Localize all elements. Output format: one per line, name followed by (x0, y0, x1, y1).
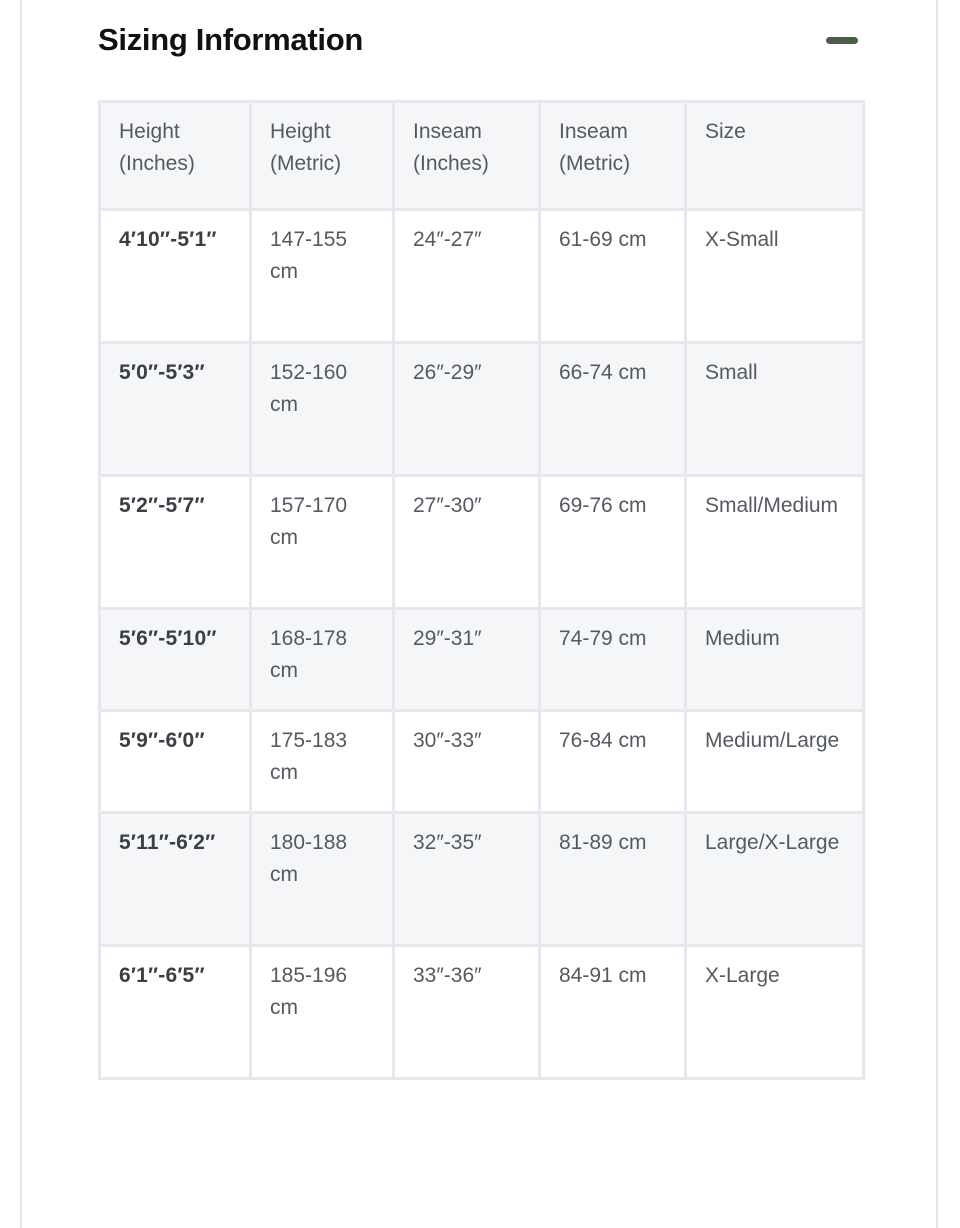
cell-height-inches: 4′10″-5′1″ (100, 210, 251, 343)
cell-size: Large/X-Large (686, 813, 864, 946)
cell-height-inches: 5′0″-5′3″ (100, 343, 251, 476)
cell-size: Small/Medium (686, 476, 864, 609)
cell-height-inches: 5′11″-6′2″ (100, 813, 251, 946)
table-row (100, 711, 864, 813)
cell-inseam-metric: 84-91 cm (540, 946, 686, 1079)
table-row (100, 210, 864, 343)
cell-inseam-inches: 32″-35″ (394, 813, 540, 946)
table-row (100, 946, 864, 1079)
cell-size: Medium/Large (686, 711, 864, 813)
cell-inseam-inches: 24″-27″ (394, 210, 540, 343)
cell-height-inches: 5′9″-6′0″ (100, 711, 251, 813)
header-inseam-inches: Inseam (Inches) (394, 102, 540, 210)
cell-height-inches: 5′2″-5′7″ (100, 476, 251, 609)
cell-height-metric: 180-188 cm (251, 813, 394, 946)
sizing-section-header[interactable] (98, 18, 862, 64)
cell-size: X-Small (686, 210, 864, 343)
cell-height-metric: 175-183 cm (251, 711, 394, 813)
cell-inseam-inches: 33″-36″ (394, 946, 540, 1079)
cell-inseam-metric: 61-69 cm (540, 210, 686, 343)
cell-inseam-metric: 66-74 cm (540, 343, 686, 476)
cell-height-inches: 5′6″-5′10″ (100, 609, 251, 711)
cell-height-inches: 6′1″-6′5″ (100, 946, 251, 1079)
header-height-inches: Height (Inches) (100, 102, 251, 210)
table-row (100, 343, 864, 476)
cell-inseam-inches: 26″-29″ (394, 343, 540, 476)
table-row (100, 476, 864, 609)
header-inseam-metric: Inseam (Metric) (540, 102, 686, 210)
cell-inseam-inches: 27″-30″ (394, 476, 540, 609)
cell-size: X-Large (686, 946, 864, 1079)
cell-inseam-metric: 76-84 cm (540, 711, 686, 813)
sizing-table (98, 100, 865, 1080)
cell-height-metric: 147-155 cm (251, 210, 394, 343)
header-height-metric: Height (Metric) (251, 102, 394, 210)
header-size: Size (686, 102, 864, 210)
minus-icon (826, 37, 858, 44)
cell-height-metric: 168-178 cm (251, 609, 394, 711)
cell-inseam-metric: 81-89 cm (540, 813, 686, 946)
cell-inseam-inches: 29″-31″ (394, 609, 540, 711)
cell-height-metric: 157-170 cm (251, 476, 394, 609)
section-title: Sizing Information (98, 22, 363, 57)
table-row (100, 813, 864, 946)
cell-inseam-inches: 30″-33″ (394, 711, 540, 813)
table-header-row (100, 102, 864, 210)
cell-inseam-metric: 74-79 cm (540, 609, 686, 711)
collapse-toggle-button[interactable] (822, 26, 862, 54)
table-row (100, 609, 864, 711)
cell-height-metric: 185-196 cm (251, 946, 394, 1079)
cell-size: Small (686, 343, 864, 476)
cell-size: Medium (686, 609, 864, 711)
cell-height-metric: 152-160 cm (251, 343, 394, 476)
cell-inseam-metric: 69-76 cm (540, 476, 686, 609)
